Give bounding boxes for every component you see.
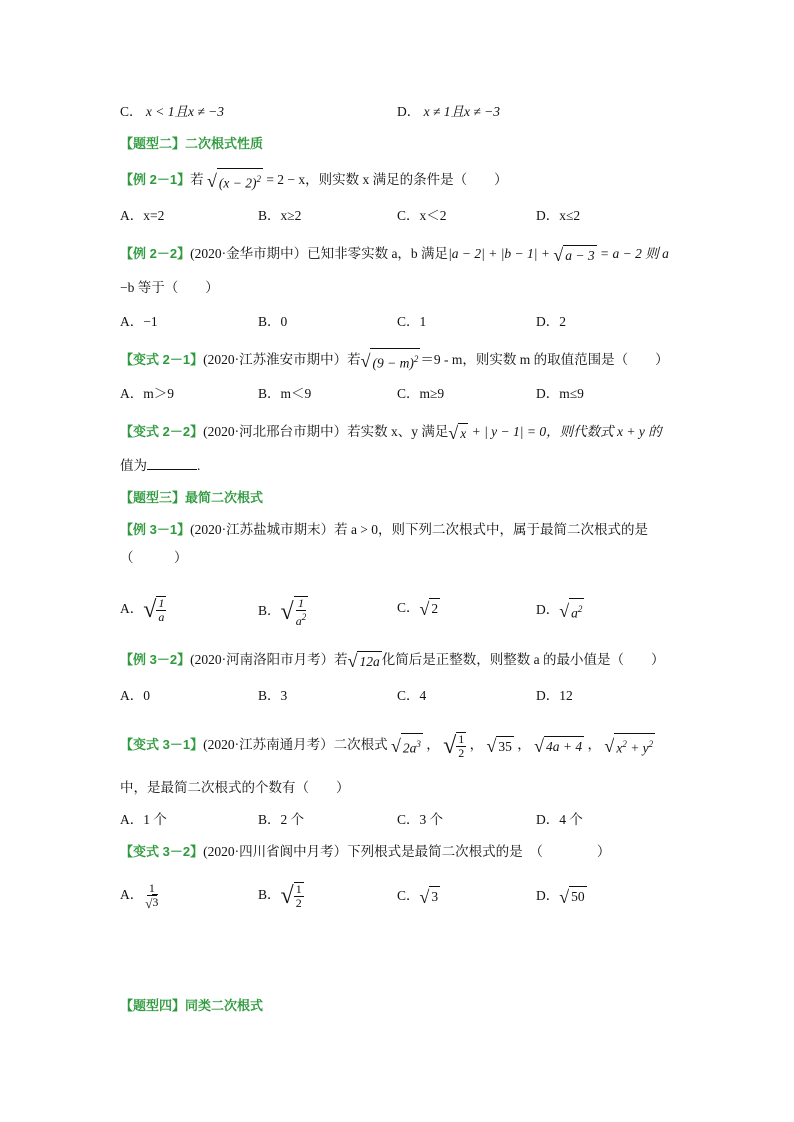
section-title-type4: 【题型四】同类二次根式	[120, 998, 264, 1013]
question-ex31: 【例 3－1】(2020·江苏盐城市期末）若 a > 0，则下列二次根式中，属于最简二次根式的是	[120, 522, 649, 537]
sqrt-expression: √ x	[448, 423, 467, 444]
option-d: D．12	[536, 688, 573, 703]
option-c: C．m≥9	[397, 386, 445, 401]
option-b: B．m＜9	[258, 386, 312, 401]
option-a: A．m＞9	[120, 386, 174, 401]
option-b: B．√ $\frac{1}{a^2}$	[258, 596, 307, 628]
question-ex22: 【例 2－2】(2020·金华市期中）已知非零实数 a，b 满足|a − 2| + |b − 1| + √ a − 3 = a − 2 则 a	[120, 245, 669, 266]
sqrt-expression: √ 12a	[347, 651, 380, 672]
option-a: A．√ $\frac{1}{a}$	[120, 596, 165, 624]
sqrt-expression: √ $(9 - m)^2$	[361, 348, 421, 374]
option-a: A．1 个	[120, 812, 167, 827]
option-a: A．x=2	[120, 208, 165, 223]
section-title-type2: 【题型二】二次根式性质	[120, 136, 264, 151]
answer-blank[interactable]	[147, 457, 197, 470]
option-b: B．2 个	[258, 812, 305, 827]
question-var22-line2: 值为 .	[120, 458, 201, 473]
option-c: C． x < 1且x ≠ −3	[120, 104, 225, 119]
question-var31-line2: 中，是最简二次根式的个数有（ ）	[120, 780, 350, 795]
sqrt-expression: √ $(x - 2)^2$	[207, 168, 263, 194]
option-d: D．x≤2	[536, 208, 581, 223]
question-var22: 【变式 2－2】(2020·河北邢台市期中）若实数 x、y 满足√ x + | y − 1| = 0，则代数式 x + y 的	[120, 423, 662, 444]
option-c: C．1	[397, 314, 427, 329]
option-b: B．√ $\frac{1}{2}$	[258, 882, 302, 910]
question-ex21: 【例 2－1】若 √ $(x - 2)^2 = 2 - x$，则实数 x 满足的条件是（ ）	[120, 168, 508, 194]
question-ex22-line2: −b 等于（ ）	[120, 280, 219, 295]
option-c: C．3 个	[397, 812, 444, 827]
section-title-type3: 【题型三】最简二次根式	[120, 490, 264, 505]
option-b: B．3	[258, 688, 288, 703]
option-b: B．x≥2	[258, 208, 302, 223]
option-a: A．−1	[120, 314, 158, 329]
option-a: A． $\frac{1}{√3}$	[120, 881, 159, 911]
option-d: D． x ≠ 1且x ≠ −3	[397, 104, 501, 119]
question-var31: 【变式 3－1】(2020·江苏南通月考）二次根式 √ $2a^3$ ， √ $\frac{1}{2}$ ， √ 35 ， √ 4a + 4 ， √ $x^2 + y^2$	[120, 732, 654, 760]
option-c: C．√ 3	[397, 886, 439, 907]
option-d: D．2	[536, 314, 566, 329]
option-d: D．√ $a^2$	[536, 598, 584, 624]
question-var21: 【变式 2－1】(2020·江苏淮安市期中）若√ $(9 - m)^2 =9 - m$，则实数 m 的取值范围是（ ）	[120, 348, 669, 374]
question-ex32: 【例 3－2】(2020·河南洛阳市月考）若√ 12a 化简后是正整数，则整数 a 的最小值是（ ）	[120, 651, 665, 672]
option-d: D．m≤9	[536, 386, 584, 401]
option-c: C．√ 2	[397, 598, 439, 619]
sqrt-expression: √ a − 3	[553, 245, 595, 266]
question-var32: 【变式 3－2】(2020·四川省阆中月考）下列根式是最简二次根式的是 （ ）	[120, 844, 611, 859]
option-a: A．0	[120, 688, 150, 703]
option-d: D．4 个	[536, 812, 583, 827]
option-b: B．0	[258, 314, 288, 329]
option-c: C．4	[397, 688, 427, 703]
question-ex31-line2: （ ）	[120, 550, 188, 565]
option-d: D．√ 50	[536, 886, 585, 907]
option-c: C．x＜2	[397, 208, 447, 223]
